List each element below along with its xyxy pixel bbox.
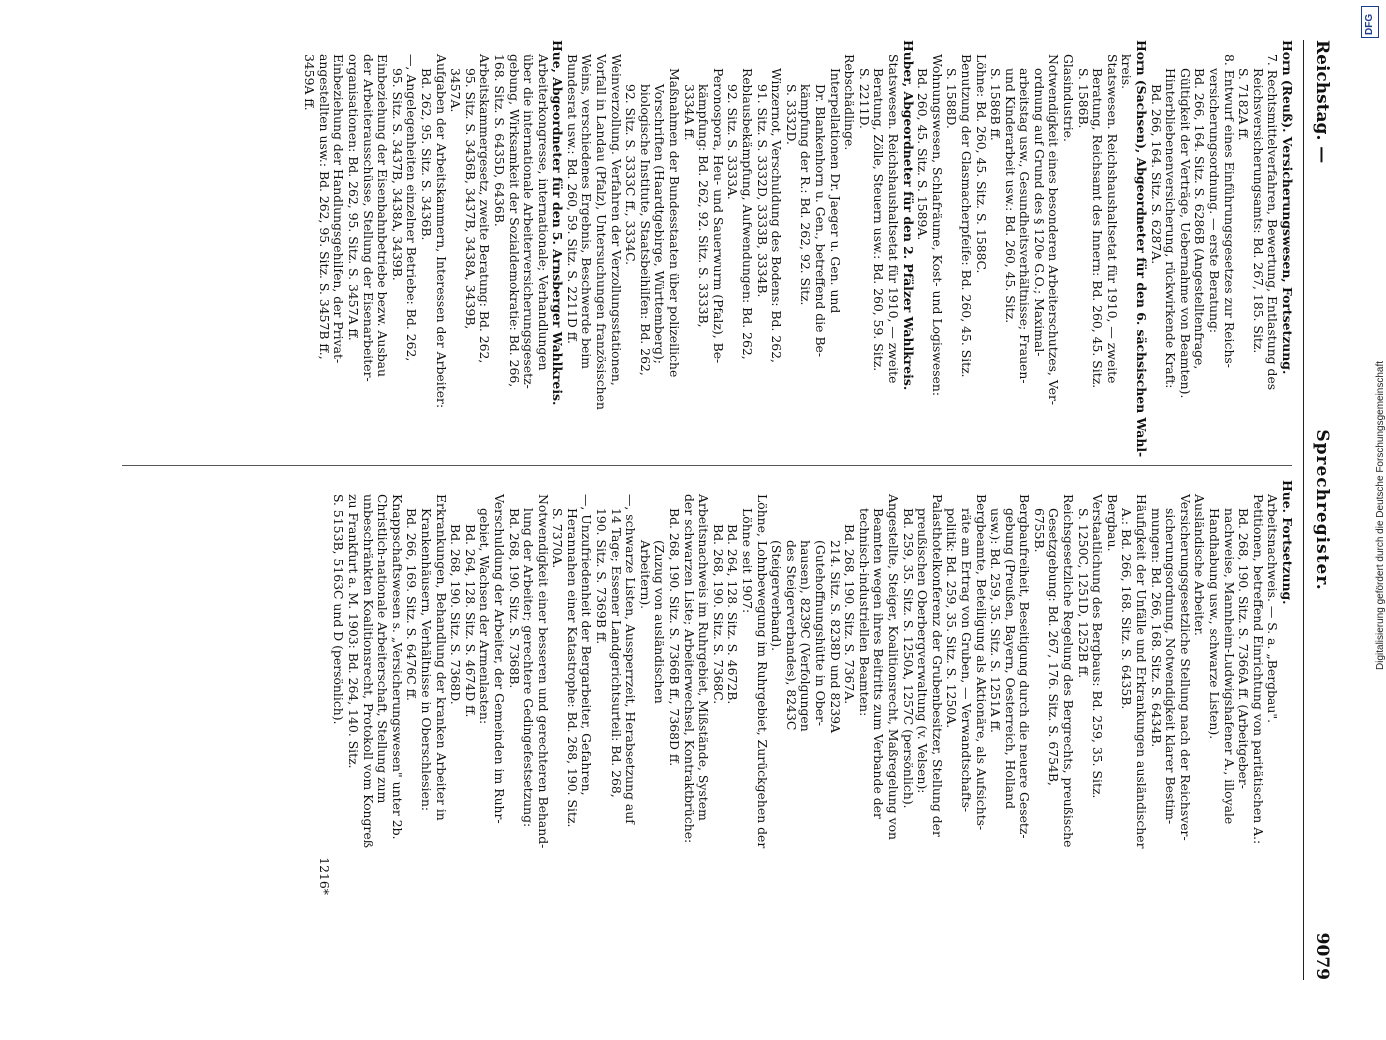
index-line: Hue. Fortsetzung. <box>1280 480 1295 605</box>
index-line: Herannahen einer Katastrophe: Bd. 268, 190. Sitz. <box>564 508 580 828</box>
index-line: Arbeitern). <box>637 540 653 610</box>
index-line: S. 2211D. <box>856 68 872 129</box>
digitization-note <box>1355 10 1386 670</box>
index-line: S. 1586B ff. <box>988 68 1004 141</box>
index-line: S. 1250C, 1251D, 1252B ff. <box>1075 508 1091 679</box>
index-line: der schwarzen Liste; Arbeiterwechsel, Kontraktbrüche: <box>681 494 697 844</box>
index-line: Interpellationen Dr. Jaeger u. Gen. und <box>827 68 843 314</box>
index-line: S. 3332D. <box>783 84 799 145</box>
index-line: A.: Bd. 266, 168. Sitz. S. 6435B. <box>1119 508 1135 710</box>
index-line: —, schwarze Listen, Aussperrzeit, Herabsetzung auf <box>623 494 639 824</box>
index-line: 214. Sitz. S. 8238D und 8239A <box>827 540 843 734</box>
header-rule <box>1303 40 1304 980</box>
index-line: hausen), 8239C (Verfolgungen <box>798 540 814 732</box>
index-line: Vorschriften (Haardtgebirge, Württemberg); <box>652 84 668 364</box>
index-line: (Zuzug von ausländischen <box>652 540 668 704</box>
index-line: Arbeitsnachweis. — S. a. „Bergbau". <box>1265 494 1281 724</box>
index-line: Christlich-nationale Arbeiterschaft, Stellung zum <box>375 494 391 804</box>
rotated-page <box>42 40 1342 1040</box>
index-line: Reichsgesetzliche Regelung des Bergrechts, preußische <box>1061 494 1077 848</box>
index-line: Arbeiterkongresse, internationale; Verhandlungen <box>535 54 551 371</box>
index-line: Bd. 266, 164. Sitz. S. 6286B (Angestelltenfrage, <box>1192 68 1208 370</box>
index-line: 95. Sitz. S. 3437B, 3438A, 3439B. <box>389 68 405 281</box>
index-line: Peronospora, Heu- und Sauerwurm (Pfalz), Be- <box>710 68 726 364</box>
index-line: 7. Rechtsmittelverfahren, Bewertung, Entlastung des <box>1265 54 1281 391</box>
index-line: sicherungsordnung, Notwendigkeit klarer Bestim- <box>1163 508 1179 825</box>
index-line: über die internationale Arbeiterversicherungsgesetz- <box>521 54 537 389</box>
index-line: biologische Institute, Staatsbeihilfen: Bd. 262, <box>637 84 653 376</box>
index-line: —, Unzufriedenheit der Bergarbeiter, Gefahren, <box>579 494 595 796</box>
index-line: Dr. Blankenhorn u. Gen., betreffend die Be- <box>813 84 828 358</box>
index-line: 1216* <box>316 857 332 895</box>
index-line: Bd. 266, 164. Sitz. S. 6287A. <box>1148 84 1164 265</box>
index-line: Bd. 260, 45. Sitz. S. 1589A. <box>915 68 931 241</box>
index-line: Löhne, Lohnbewegung im Ruhrgebiet, Zurückgehen der <box>754 494 770 849</box>
index-line: Bd. 268, 190. Sitz. S. 7366A ff. (Arbeitgeber- <box>1236 508 1252 789</box>
index-line: Bd. 268, 190. Sitz. S. 7368C. <box>710 524 726 705</box>
index-line: Petitionen, betreffend Einrichtung von paritätischen A.: <box>1250 494 1266 845</box>
index-line: preußischen Oberbergverwaltung (v. Velsen): <box>915 508 931 794</box>
index-line: Statswesen. Reichshaushaltsetat für 1910, — zweite <box>1104 54 1120 384</box>
index-line: Bd. 266, 169. Sitz. S. 6476C ff. <box>404 508 420 701</box>
index-line: Bundesrat usw.: Bd. 260, 59. Sitz. S. 2211D ff. <box>564 54 580 344</box>
index-line: usw.): Bd. 259, 35. Sitz. S. 1251A ff. <box>988 508 1004 733</box>
index-line: gebung (Preußen, Bayern, Oesterreich, Holland <box>1002 508 1018 810</box>
index-line: Bd. 268, 190. Sitz. S. 7366B ff., 7368D ff. <box>667 508 683 767</box>
index-line: Bergbeamte, Beteiligung als Aktionäre, als Aufsichts- <box>973 494 989 831</box>
index-line: 3334A ff. <box>681 84 697 141</box>
header-title: Sprechregister. <box>1312 429 1332 591</box>
index-line: Bd. 268, 190. Sitz. S. 7367A. <box>842 524 858 705</box>
index-line: S. 7370A. <box>550 508 566 569</box>
index-line: Benutzung der Glasmacherpfeife: Bd. 260, 45. Sitz. <box>958 54 974 378</box>
index-line: 92. Sitz. S. 3333C ff., 3334C. <box>623 84 639 266</box>
index-line: organisationen: Bd. 262, 95. Sitz. S. 3457A ff. <box>346 54 361 341</box>
index-line: 190. Sitz. S. 7369B ff. <box>594 508 610 645</box>
index-line: Einbeziehung der Eisenbahnbetriebe bezw. Ausbau <box>375 54 391 378</box>
index-line: technisch-industriellen Beamten: <box>856 508 872 717</box>
index-line: gebung, Wirksamkeit der Sozialdemokratie: Bd. 266, <box>506 54 522 388</box>
index-line: Bd. 264, 128. Sitz. S. 4674D ff. <box>462 524 478 718</box>
index-line: politik: Bd. 259, 35. Sitz. S. 1250A. <box>944 508 960 729</box>
index-line: Verstaatlichung des Bergbaus: Bd. 259, 35. Sitz. <box>1090 494 1106 799</box>
index-line: 168. Sitz. S. 6435D, 6436B. <box>491 54 507 227</box>
index-line: Bd. 264, 128. Sitz. S. 4672B. <box>725 524 741 705</box>
header-left: Reichstag. — <box>1312 40 1332 164</box>
index-line: unbeschränkten Koalitionsrecht, Protokoll vom Kongreß <box>360 494 376 848</box>
index-line: Aufgaben der Arbeitskammern, Interessen der Arbeiter: <box>433 54 449 409</box>
index-line: (Gutehoffnungshütte in Ober- <box>813 540 828 727</box>
index-line: Handhabung usw., schwarze Listen). <box>1207 508 1223 740</box>
index-line: Hinterbliebenenversicherung, rückwirkende Kraft: <box>1163 68 1179 389</box>
index-line: Gültigkeit der Verträge, Uebernahme von Beamten). <box>1177 68 1193 399</box>
dfg-logo <box>1361 6 1379 38</box>
index-line: Beratung, Reichsamt des Innern: Bd. 260, 45. Sitz. <box>1090 68 1106 389</box>
index-line: Palasthotelkonferenz der Grubenbesitzer, Stellung der <box>929 494 945 837</box>
index-line: Arbeitskammergesetz, zweite Beratung: Bd. 262, <box>477 54 493 364</box>
index-line: kreis. <box>1119 54 1135 90</box>
index-line: S. 1586B. <box>1075 68 1091 129</box>
index-line: S. 1588D. <box>944 68 960 129</box>
index-line: Weins, verschiedenes Ergebnis, Beschwerde beim <box>579 54 595 370</box>
index-line: Hue, Abgeordneter für den 5. Arnsberger Wahlkreis. <box>550 40 566 406</box>
index-line: —, Angelegenheiten einzelner Betriebe: Bd. 262, <box>404 54 420 362</box>
index-line: 8. Entwurf eines Einführungsgesetzes zur Reichs- <box>1221 54 1237 368</box>
index-line: 91. Sitz. S. 3332D, 3333B, 3334B. <box>754 84 770 298</box>
index-line: und Kinderarbeit usw.: Bd. 260, 45. Sitz. <box>1002 68 1018 324</box>
index-line: angestellten usw.: Bd. 262, 95. Sitz. S. 3457B ff., <box>316 54 332 360</box>
index-line: Bd. 268, 190. Sitz. S. 7368D. <box>448 524 464 705</box>
index-line: (Steigerverband). <box>769 540 785 652</box>
index-line: Häufigkeit der Unfälle und Erkrankungen ausländischer <box>1134 494 1150 849</box>
index-line: Einbeziehung der Handlungsgehilfen, der Privat- <box>331 54 347 364</box>
index-line: Statswesen. Reichshaushaltsetat für 1910, — zweite <box>885 54 901 384</box>
index-line: 3457A. <box>448 68 464 113</box>
index-line: Huber, Abgeordneter für den 2. Pfälzer Wahlkreis. <box>900 40 916 391</box>
index-line: 95. Sitz. S. 3436B, 3437B, 3438A, 3439B, <box>462 68 478 330</box>
index-line: Weinverzollung. Verfahren der Verzollungsstationen, <box>608 54 624 386</box>
page-header <box>1302 40 1342 980</box>
index-line: ordnung auf Grund des § 120e G.O.; Maximal- <box>1031 68 1047 357</box>
index-line: Angestellte, Steiger, Koalitionsrecht, Maßregelung von <box>885 494 901 841</box>
index-line: Beamten wegen ihres Beitritts zum Verbande der <box>871 508 887 819</box>
index-line: Maßnahmen der Bundesstaaten über polizeiliche <box>667 68 683 378</box>
index-line: S. 5153B, 5163C und D (persönlich). <box>331 494 347 725</box>
index-line: Bergbau. <box>1104 494 1120 552</box>
dfg-logo-text: DFG <box>1364 13 1375 35</box>
index-line: 6755B. <box>1031 508 1047 553</box>
right-column <box>316 480 1294 895</box>
index-line: S. 7182A ff. <box>1236 68 1252 141</box>
column-divider <box>122 465 1292 466</box>
index-line: versicherungsordnung. — erste Beratung: <box>1207 68 1223 334</box>
index-line: lung der Arbeiter; gerechtere Gedingefestsetzung: <box>521 508 537 828</box>
index-line: Rebschädlinge. <box>842 54 858 151</box>
index-line: Gesetzgebung: Bd. 267, 176. Sitz. S. 6754B, <box>1046 508 1062 786</box>
index-line: Versicherungsgesetzliche Stellung nach der Reichsver- <box>1177 494 1193 841</box>
index-line: 3459A ff. <box>302 54 318 111</box>
index-line: Beratung, Zölle, Steuern usw.: Bd. 260, 59. Sitz. <box>871 68 887 372</box>
digitization-note-text: Digitalisierung gefördert durch die Deutsche Forschungsgemeinschaft <box>1375 360 1386 670</box>
index-line: Arbeitsnachweis im Ruhrgebiet, Mißstände, System <box>696 494 712 821</box>
index-line: Horn (Reuß). Versicherungswesen, Fortsetzung. <box>1280 40 1295 375</box>
index-line: Bd. 259, 35. Sitz. S. 1250A, 1257C (persönlich). <box>900 508 916 809</box>
index-line: Bergbaufreiheit, Beseitigung durch die neuere Gesetz- <box>1017 494 1033 839</box>
index-line: arbeitstag usw., Gesundheitsverhältnisse; Frauen- <box>1017 68 1033 384</box>
index-line: mungen: Bd. 266, 168. Sitz. S. 6434B. <box>1148 508 1164 748</box>
index-line: Notwendigkeit eines besonderen Arbeiterschutzes, Ver- <box>1046 54 1062 406</box>
index-line: 14 Tage; Essener Landgerichtsurteil: Bd. 268, <box>608 508 624 798</box>
index-line: Bd. 262, 95. Sitz. S. 3436B. <box>418 68 434 241</box>
index-line: räte am Ertrag von Gruben, — Verwandtschafts- <box>958 508 974 813</box>
index-line: Glasindustrie. <box>1061 54 1077 142</box>
index-line: zu Frankfurt a. M. 1903: Bd. 264, 140. Sitz. <box>346 494 361 769</box>
index-line: Verschuldung der Arbeiter, der Gemeinden im Ruhr- <box>491 494 507 824</box>
index-line: Wohnungswesen, Schlafräume, Kost- und Logiswesen: <box>929 54 945 397</box>
index-line: Ausländische Arbeiter. <box>1192 494 1208 636</box>
index-line: Winzernot, Verschuldung des Bodens: Bd. 262, <box>769 68 785 363</box>
left-column <box>302 40 1295 458</box>
index-line: 92. Sitz. S. 3333A. <box>725 84 741 200</box>
index-line: des Steigerverbandes), 8243C <box>783 540 799 731</box>
index-line: Reblausbekämpfung, Aufwendungen: Bd. 262, <box>740 68 756 360</box>
index-line: Reichsversicherungsamts: Bd. 267, 185. Sitz. <box>1250 68 1266 354</box>
index-line: Vorfall in Landau (Pfalz), Untersuchungen französischen <box>594 54 610 410</box>
index-line: Erkrankungen, Behandlung der kranken Arbeiter in <box>433 494 449 821</box>
index-line: gebiet, Wachsen der Armenlasten: <box>477 508 493 725</box>
index-line: Knappschaftswesen s. „Versicherungswesen" unter 2b. <box>389 494 405 840</box>
index-line: Notwendigkeit einer besseren und gerechteren Behand- <box>535 494 551 849</box>
index-line: kämpfung der R.: Bd. 262, 92. Sitz. <box>798 84 814 306</box>
index-line: kämpfung: Bd. 262, 92. Sitz. S. 3333B, <box>696 84 712 328</box>
index-line: der Arbeiterausschüsse, Stellung der Eisenarbeiter- <box>360 54 376 382</box>
index-line: Bd. 268, 190. Sitz. S. 7368B. <box>506 508 522 689</box>
index-line: Horn (Sachsen), Abgeordneter für den 6. sächsischen Wahl- <box>1134 40 1150 458</box>
page-number: 9079 <box>1312 932 1332 980</box>
index-line: Löhne seit 1907: <box>740 508 756 614</box>
index-line: nachweise, Mannheim-Ludwigshafener A., illoyale <box>1221 508 1237 825</box>
index-line: Krankenhäusern, Verhältnisse in Oberschlesien: <box>418 508 434 812</box>
index-line: Löhne: Bd. 260, 45. Sitz. S. 1588C. <box>973 54 989 274</box>
